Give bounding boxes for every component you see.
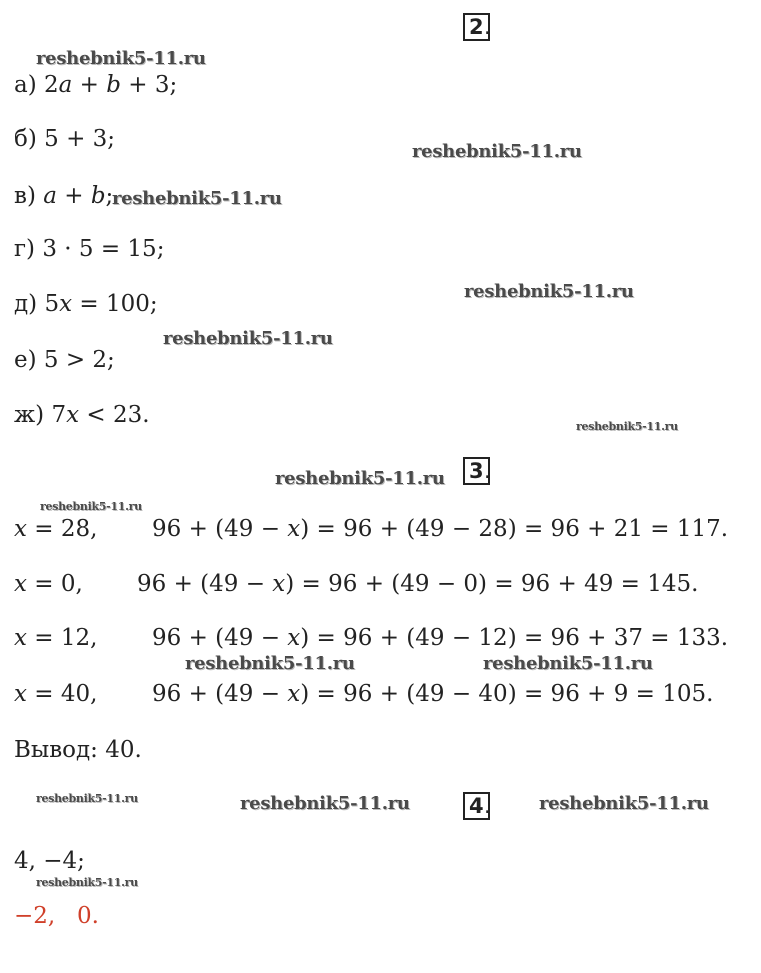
section-number-3: 3: [463, 457, 490, 485]
watermark: reshebnik5-11.ru: [240, 793, 410, 814]
section-number-3-dot: .: [484, 459, 491, 483]
section-number-4-dot: .: [484, 794, 491, 818]
watermark: reshebnik5-11.ru: [112, 188, 282, 209]
section-number-2: 2: [463, 13, 490, 41]
answer-4-value-1: −2,: [14, 903, 56, 929]
answer-2v: в) 𝑎 + 𝑏;: [14, 183, 114, 209]
watermark: reshebnik5-11.ru: [36, 876, 138, 889]
watermark: reshebnik5-11.ru: [576, 420, 678, 433]
answer-3-row-1-expr: 96 + (49 − 𝑥) = 96 + (49 − 28) = 96 + 21 = 117.: [152, 516, 729, 542]
answer-3-row-4-x: 𝑥 = 40,: [14, 681, 98, 707]
watermark: reshebnik5-11.ru: [36, 792, 138, 805]
watermark: reshebnik5-11.ru: [185, 653, 355, 674]
answer-2d: д) 5𝑥 = 100;: [14, 291, 158, 317]
watermark: reshebnik5-11.ru: [40, 500, 142, 513]
answer-2e: е) 5 > 2;: [14, 347, 115, 373]
answer-4-line-1: 4, −4;: [14, 848, 85, 874]
watermark: reshebnik5-11.ru: [36, 48, 206, 69]
answer-3-row-2-x: 𝑥 = 0,: [14, 571, 83, 597]
answer-3-row-4-expr: 96 + (49 − 𝑥) = 96 + (49 − 40) = 96 + 9 = 105.: [152, 681, 714, 707]
watermark: reshebnik5-11.ru: [275, 468, 445, 489]
answer-2a: а) 2𝑎 + 𝑏 + 3;: [14, 72, 178, 98]
answer-2zh: ж) 7𝑥 < 23.: [14, 402, 150, 428]
answer-3-row-3-x: 𝑥 = 12,: [14, 625, 98, 651]
answer-2g: г) 3 · 5 = 15;: [14, 236, 165, 262]
conclusion: Вывод: 40.: [14, 737, 142, 763]
watermark: reshebnik5-11.ru: [412, 141, 582, 162]
answer-3-row-3-expr: 96 + (49 − 𝑥) = 96 + (49 − 12) = 96 + 37 = 133.: [152, 625, 729, 651]
section-number-4: 4: [463, 792, 490, 820]
answer-4-value-2: 0.: [77, 903, 99, 929]
section-number-2-dot: .: [484, 15, 491, 39]
answer-3-row-2-expr: 96 + (49 − 𝑥) = 96 + (49 − 0) = 96 + 49 = 145.: [137, 571, 699, 597]
answer-2b: б) 5 + 3;: [14, 126, 116, 152]
watermark: reshebnik5-11.ru: [464, 281, 634, 302]
watermark: reshebnik5-11.ru: [163, 328, 333, 349]
watermark: reshebnik5-11.ru: [483, 653, 653, 674]
answer-3-row-1-x: 𝑥 = 28,: [14, 516, 98, 542]
watermark: reshebnik5-11.ru: [539, 793, 709, 814]
